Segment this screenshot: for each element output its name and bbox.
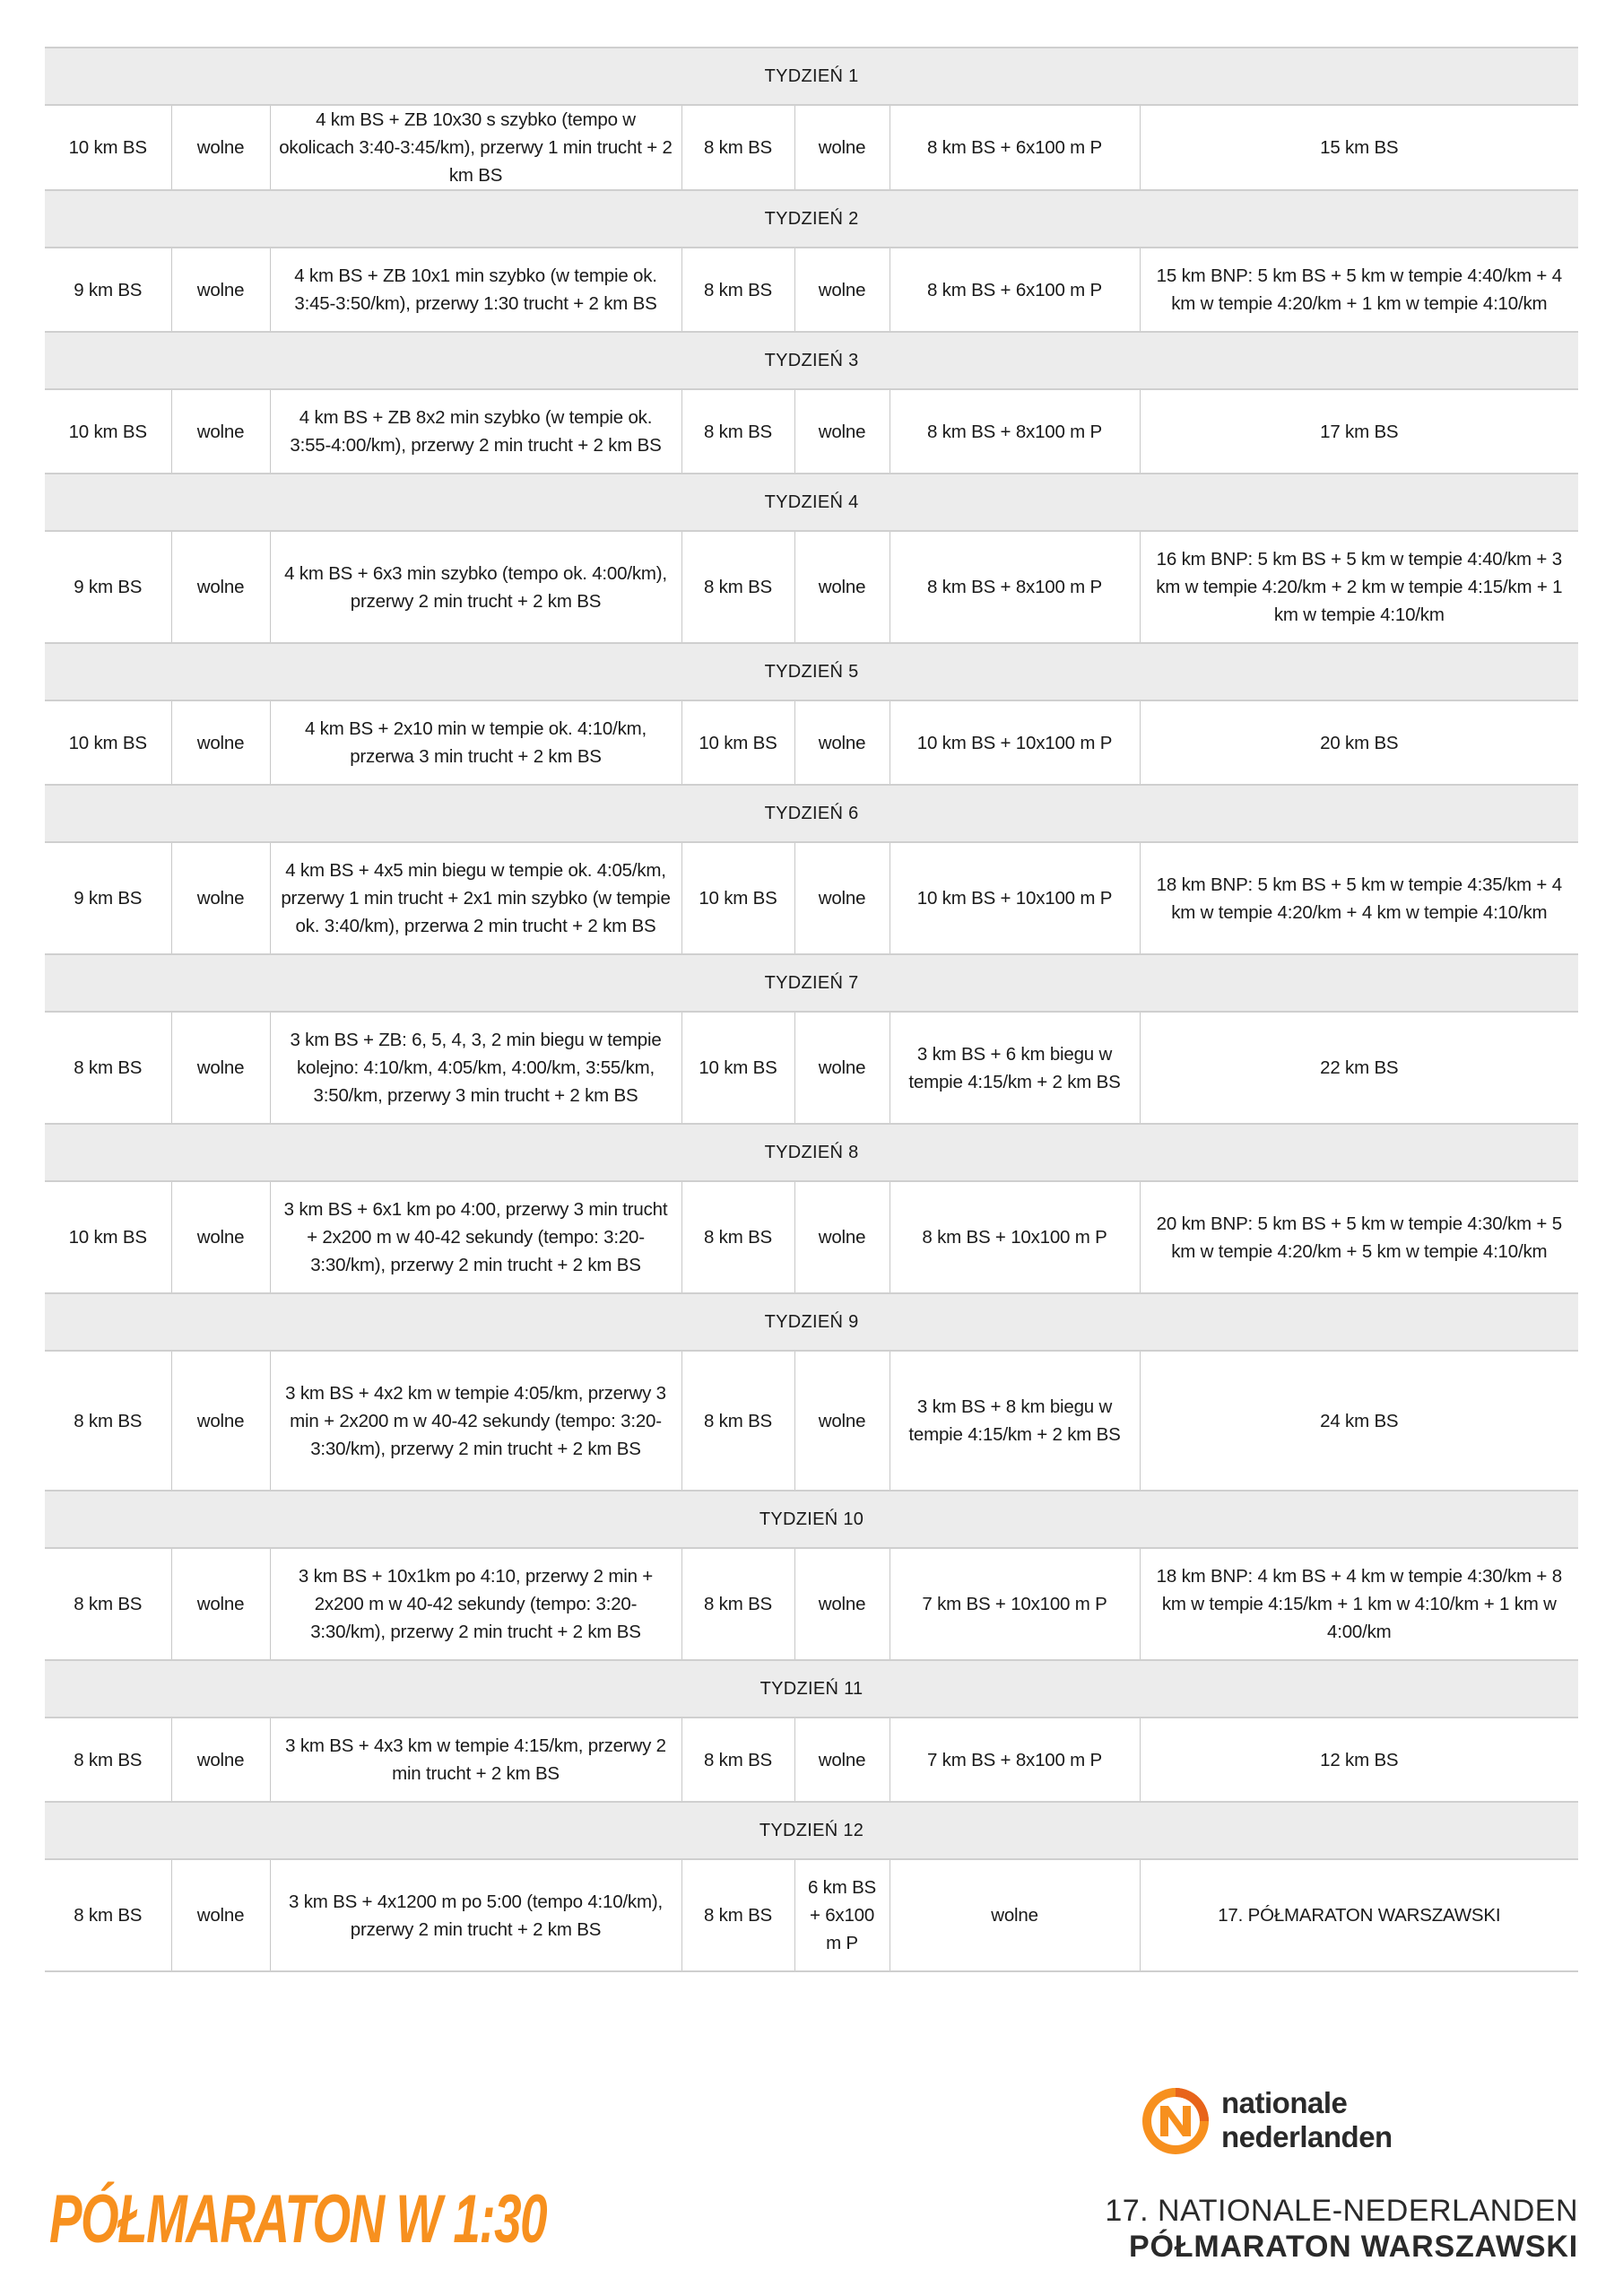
week-header-row [45,1660,1578,1718]
day-3-cell: 4 km BS + 4x5 min biegu w tempie ok. 4:05/km, przerwy 1 min trucht + 2x1 min szybko (w tempie ok. 3:40/km), przerwa 2 min trucht + 2 km BS [270,842,681,954]
week-schedule-row [45,1181,1578,1293]
week-title: TYDZIEŃ 9 [45,1293,1578,1351]
week-title: TYDZIEŃ 2 [45,190,1578,248]
day-3-cell: 3 km BS + 6x1 km po 4:00, przerwy 3 min trucht + 2x200 m w 40-42 sekundy (tempo: 3:20-3:30/km), przerwy 2 min trucht + 2 km BS [270,1181,681,1293]
week-title: TYDZIEŃ 3 [45,332,1578,389]
day-1-cell: 9 km BS [45,531,171,643]
week-title: TYDZIEŃ 12 [45,1802,1578,1859]
week-title: TYDZIEŃ 11 [45,1660,1578,1718]
week-title: TYDZIEŃ 1 [45,48,1578,105]
day-7-cell: 22 km BS [1140,1012,1578,1124]
week-schedule-row [45,700,1578,785]
day-2-cell: wolne [171,842,270,954]
week-header-row [45,785,1578,842]
day-1-cell: 8 km BS [45,1351,171,1491]
day-1-cell: 9 km BS [45,842,171,954]
day-5-cell: wolne [794,248,890,332]
day-6-cell: 7 km BS + 8x100 m P [890,1718,1140,1802]
day-4-cell: 8 km BS [681,531,794,643]
day-6-cell: 7 km BS + 10x100 m P [890,1548,1140,1660]
day-3-cell: 4 km BS + ZB 10x30 s szybko (tempo w okolicach 3:40-3:45/km), przerwy 1 min trucht + 2 km BS [270,105,681,190]
day-2-cell: wolne [171,531,270,643]
day-2-cell: wolne [171,700,270,785]
day-5-cell: 6 km BS + 6x100 m P [794,1859,890,1971]
day-1-cell: 8 km BS [45,1718,171,1802]
day-6-cell: 8 km BS + 6x100 m P [890,248,1140,332]
day-2-cell: wolne [171,1859,270,1971]
week-title: TYDZIEŃ 8 [45,1124,1578,1181]
day-2-cell: wolne [171,1351,270,1491]
week-schedule-row [45,1548,1578,1660]
week-title: TYDZIEŃ 4 [45,474,1578,531]
day-6-cell: 10 km BS + 10x100 m P [890,842,1140,954]
week-title: TYDZIEŃ 5 [45,643,1578,700]
day-2-cell: wolne [171,1548,270,1660]
day-3-cell: 4 km BS + ZB 8x2 min szybko (w tempie ok. 3:55-4:00/km), przerwy 2 min trucht + 2 km BS [270,389,681,474]
day-3-cell: 3 km BS + ZB: 6, 5, 4, 3, 2 min biegu w tempie kolejno: 4:10/km, 4:05/km, 4:00/km, 3:55/km, 3:50/km, przerwy 3 min trucht + 2 km BS [270,1012,681,1124]
day-3-cell: 4 km BS + 2x10 min w tempie ok. 4:10/km, przerwa 3 min trucht + 2 km BS [270,700,681,785]
week-header-row [45,1124,1578,1181]
day-2-cell: wolne [171,1181,270,1293]
day-2-cell: wolne [171,1012,270,1124]
day-6-cell: 8 km BS + 8x100 m P [890,531,1140,643]
week-title: TYDZIEŃ 7 [45,954,1578,1012]
day-4-cell: 8 km BS [681,1859,794,1971]
day-4-cell: 8 km BS [681,105,794,190]
nationale-nederlanden-logo-icon [1141,2086,1211,2156]
day-7-cell: 24 km BS [1140,1351,1578,1491]
day-1-cell: 8 km BS [45,1012,171,1124]
day-7-cell: 20 km BNP: 5 km BS + 5 km w tempie 4:30/km + 5 km w tempie 4:20/km + 5 km w tempie 4:10/km [1140,1181,1578,1293]
day-7-cell: 18 km BNP: 4 km BS + 4 km w tempie 4:30/km + 8 km w tempie 4:15/km + 1 km w 4:10/km + 1 km w 4:00/km [1140,1548,1578,1660]
week-schedule-row [45,1012,1578,1124]
week-schedule-row [45,105,1578,190]
week-schedule-row [45,531,1578,643]
day-6-cell: wolne [890,1859,1140,1971]
week-header-row [45,332,1578,389]
day-5-cell: wolne [794,842,890,954]
day-4-cell: 8 km BS [681,1548,794,1660]
day-3-cell: 3 km BS + 4x1200 m po 5:00 (tempo 4:10/km), przerwy 2 min trucht + 2 km BS [270,1859,681,1971]
week-header-row [45,1491,1578,1548]
training-plan-table [45,47,1578,1972]
day-1-cell: 8 km BS [45,1548,171,1660]
day-7-cell: 15 km BNP: 5 km BS + 5 km w tempie 4:40/km + 4 km w tempie 4:20/km + 1 km w tempie 4:10/km [1140,248,1578,332]
day-7-cell: 12 km BS [1140,1718,1578,1802]
day-5-cell: wolne [794,1718,890,1802]
day-6-cell: 3 km BS + 6 km biegu w tempie 4:15/km + 2 km BS [890,1012,1140,1124]
day-1-cell: 8 km BS [45,1859,171,1971]
day-6-cell: 10 km BS + 10x100 m P [890,700,1140,785]
day-7-cell: 17. PÓŁMARATON WARSZAWSKI [1140,1859,1578,1971]
day-7-cell: 17 km BS [1140,389,1578,474]
day-7-cell: 18 km BNP: 5 km BS + 5 km w tempie 4:35/km + 4 km w tempie 4:20/km + 4 km w tempie 4:10/km [1140,842,1578,954]
day-1-cell: 10 km BS [45,105,171,190]
week-header-row [45,1802,1578,1859]
week-header-row [45,1293,1578,1351]
day-6-cell: 3 km BS + 8 km biegu w tempie 4:15/km + 2 km BS [890,1351,1140,1491]
week-title: TYDZIEŃ 6 [45,785,1578,842]
brand-name-line2: nederlanden [1221,2120,1393,2153]
day-3-cell: 3 km BS + 4x2 km w tempie 4:05/km, przerwy 3 min + 2x200 m w 40-42 sekundy (tempo: 3:20-3:30/km), przerwy 2 min trucht + 2 km BS [270,1351,681,1491]
week-schedule-row [45,1351,1578,1491]
day-4-cell: 10 km BS [681,842,794,954]
day-5-cell: wolne [794,531,890,643]
day-6-cell: 8 km BS + 6x100 m P [890,105,1140,190]
day-4-cell: 8 km BS [681,1351,794,1491]
week-schedule-row [45,248,1578,332]
week-header-row [45,48,1578,105]
day-4-cell: 10 km BS [681,1012,794,1124]
day-6-cell: 8 km BS + 8x100 m P [890,389,1140,474]
day-7-cell: 15 km BS [1140,105,1578,190]
week-title: TYDZIEŃ 10 [45,1491,1578,1548]
day-2-cell: wolne [171,105,270,190]
day-5-cell: wolne [794,1181,890,1293]
day-4-cell: 10 km BS [681,700,794,785]
week-schedule-row [45,389,1578,474]
day-1-cell: 10 km BS [45,700,171,785]
week-schedule-row [45,1859,1578,1971]
week-schedule-row [45,1718,1578,1802]
day-1-cell: 10 km BS [45,1181,171,1293]
day-7-cell: 16 km BNP: 5 km BS + 5 km w tempie 4:40/km + 3 km w tempie 4:20/km + 2 km w tempie 4:15/km + 1 km w tempie 4:10/km [1140,531,1578,643]
day-4-cell: 8 km BS [681,389,794,474]
event-title-line1: 17. NATIONALE-NEDERLANDEN [1105,2194,1578,2228]
day-4-cell: 8 km BS [681,1718,794,1802]
day-4-cell: 8 km BS [681,248,794,332]
day-7-cell: 20 km BS [1140,700,1578,785]
day-3-cell: 3 km BS + 4x3 km w tempie 4:15/km, przerwy 2 min trucht + 2 km BS [270,1718,681,1802]
week-header-row [45,643,1578,700]
day-5-cell: wolne [794,700,890,785]
day-3-cell: 4 km BS + ZB 10x1 min szybko (w tempie ok. 3:45-3:50/km), przerwy 1:30 trucht + 2 km BS [270,248,681,332]
day-5-cell: wolne [794,1012,890,1124]
week-schedule-row [45,842,1578,954]
event-title-line2: PÓŁMARATON WARSZAWSKI [1129,2230,1578,2264]
day-2-cell: wolne [171,1718,270,1802]
day-5-cell: wolne [794,1548,890,1660]
week-header-row [45,190,1578,248]
day-5-cell: wolne [794,105,890,190]
brand-name [1221,2086,1393,2154]
day-3-cell: 4 km BS + 6x3 min szybko (tempo ok. 4:00/km), przerwy 2 min trucht + 2 km BS [270,531,681,643]
day-1-cell: 10 km BS [45,389,171,474]
day-2-cell: wolne [171,248,270,332]
day-1-cell: 9 km BS [45,248,171,332]
day-2-cell: wolne [171,389,270,474]
day-6-cell: 8 km BS + 10x100 m P [890,1181,1140,1293]
day-4-cell: 8 km BS [681,1181,794,1293]
day-3-cell: 3 km BS + 10x1km po 4:10, przerwy 2 min + 2x200 m w 40-42 sekundy (tempo: 3:20-3:30/km), przerwy 2 min trucht + 2 km BS [270,1548,681,1660]
plan-headline: PÓŁMARATON W 1:30 [49,2181,547,2257]
day-5-cell: wolne [794,1351,890,1491]
week-header-row [45,474,1578,531]
week-header-row [45,954,1578,1012]
brand-name-line1: nationale [1221,2086,1348,2119]
day-5-cell: wolne [794,389,890,474]
